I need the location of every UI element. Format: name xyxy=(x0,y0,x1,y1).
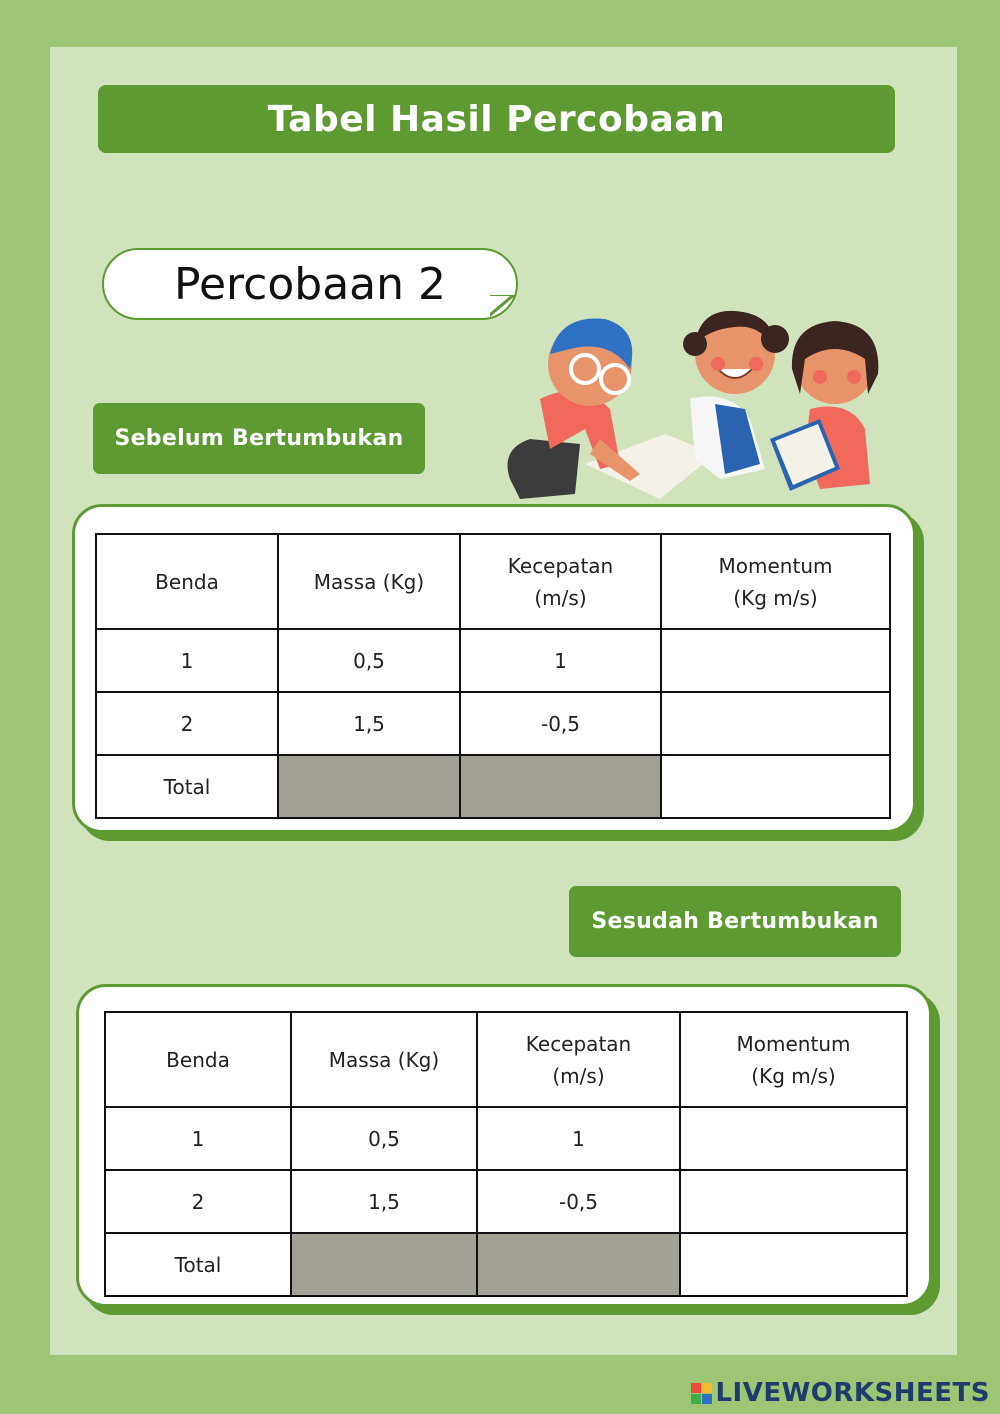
cell-benda: 2 xyxy=(105,1170,291,1233)
cell-momentum-input[interactable] xyxy=(661,692,890,755)
liveworksheets-logo xyxy=(691,1378,990,1408)
cell-kecepatan: -0,5 xyxy=(460,692,661,755)
cell-kecepatan: 1 xyxy=(460,629,661,692)
table-row-total xyxy=(105,1233,907,1296)
cell-momentum-input[interactable] xyxy=(680,1107,907,1170)
children-illustration xyxy=(490,269,900,499)
table-row xyxy=(105,1107,907,1170)
table-row-total xyxy=(96,755,890,818)
header-benda: Benda xyxy=(96,534,278,629)
cell-benda: 1 xyxy=(105,1107,291,1170)
header-momentum: Momentum (Kg m/s) xyxy=(680,1012,907,1107)
results-table-after xyxy=(104,1011,908,1297)
worksheet-page xyxy=(50,47,957,1355)
cell-momentum-input[interactable] xyxy=(680,1170,907,1233)
table-row xyxy=(96,692,890,755)
cell-total-label: Total xyxy=(105,1233,291,1296)
logo-text: LIVEWORKSHEETS xyxy=(715,1378,990,1408)
header-benda: Benda xyxy=(105,1012,291,1107)
cell-momentum-input[interactable] xyxy=(661,629,890,692)
table-card-after xyxy=(76,984,932,1307)
cell-total-momentum-input[interactable] xyxy=(661,755,890,818)
section-label-after: Sesudah Bertumbukan xyxy=(569,886,901,957)
table-header-row xyxy=(96,534,890,629)
table-header-row xyxy=(105,1012,907,1107)
header-kecepatan: Kecepatan (m/s) xyxy=(460,534,661,629)
page-title: Tabel Hasil Percobaan xyxy=(98,85,895,153)
header-massa: Massa (Kg) xyxy=(278,534,460,629)
results-table-before xyxy=(95,533,891,819)
header-massa: Massa (Kg) xyxy=(291,1012,477,1107)
cell-massa: 1,5 xyxy=(278,692,460,755)
table-row xyxy=(96,629,890,692)
cell-total-label: Total xyxy=(96,755,278,818)
table-row xyxy=(105,1170,907,1233)
cell-shaded xyxy=(291,1233,477,1296)
cell-massa: 0,5 xyxy=(291,1107,477,1170)
cell-kecepatan: -0,5 xyxy=(477,1170,680,1233)
cell-benda: 2 xyxy=(96,692,278,755)
cell-shaded xyxy=(278,755,460,818)
cell-massa: 0,5 xyxy=(278,629,460,692)
cell-total-momentum-input[interactable] xyxy=(680,1233,907,1296)
cell-kecepatan: 1 xyxy=(477,1107,680,1170)
header-momentum: Momentum (Kg m/s) xyxy=(661,534,890,629)
cell-massa: 1,5 xyxy=(291,1170,477,1233)
table-card-before xyxy=(72,504,916,833)
header-kecepatan: Kecepatan (m/s) xyxy=(477,1012,680,1107)
logo-icon xyxy=(691,1383,712,1404)
cell-shaded xyxy=(460,755,661,818)
cell-benda: 1 xyxy=(96,629,278,692)
experiment-bubble: Percobaan 2 xyxy=(102,248,518,320)
section-label-before: Sebelum Bertumbukan xyxy=(93,403,425,474)
cell-shaded xyxy=(477,1233,680,1296)
